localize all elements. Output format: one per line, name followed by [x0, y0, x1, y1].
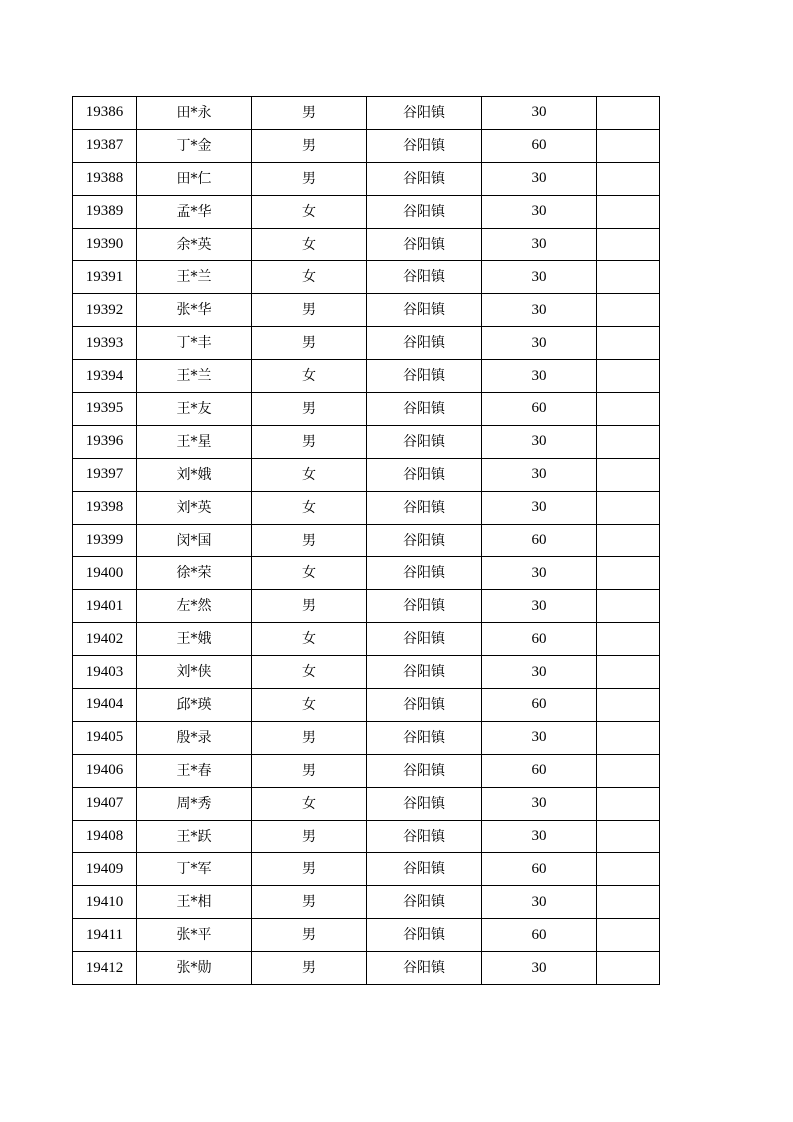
town-cell: 谷阳镇	[367, 360, 482, 393]
name-cell: 张*华	[137, 294, 252, 327]
note-cell	[597, 327, 660, 360]
note-cell	[597, 754, 660, 787]
gender-cell: 女	[252, 491, 367, 524]
table-row	[73, 491, 660, 524]
town-cell: 谷阳镇	[367, 754, 482, 787]
record-id-cell: 19388	[73, 162, 137, 195]
record-id-cell: 19405	[73, 721, 137, 754]
gender-cell: 男	[252, 820, 367, 853]
town-cell: 谷阳镇	[367, 590, 482, 623]
note-cell	[597, 524, 660, 557]
note-cell	[597, 820, 660, 853]
gender-cell: 男	[252, 919, 367, 952]
table-row	[73, 557, 660, 590]
record-id-cell: 19386	[73, 97, 137, 130]
name-cell: 刘*娥	[137, 458, 252, 491]
gender-cell: 女	[252, 656, 367, 689]
gender-cell: 男	[252, 721, 367, 754]
name-cell: 王*兰	[137, 261, 252, 294]
name-cell: 徐*荣	[137, 557, 252, 590]
amount-cell: 30	[482, 228, 597, 261]
amount-cell: 30	[482, 327, 597, 360]
town-cell: 谷阳镇	[367, 557, 482, 590]
amount-cell: 30	[482, 294, 597, 327]
amount-cell: 30	[482, 491, 597, 524]
table-row	[73, 623, 660, 656]
note-cell	[597, 458, 660, 491]
name-cell: 丁*军	[137, 853, 252, 886]
record-id-cell: 19411	[73, 919, 137, 952]
note-cell	[597, 787, 660, 820]
name-cell: 左*然	[137, 590, 252, 623]
note-cell	[597, 360, 660, 393]
amount-cell: 30	[482, 162, 597, 195]
table-row	[73, 689, 660, 722]
gender-cell: 女	[252, 689, 367, 722]
gender-cell: 女	[252, 261, 367, 294]
town-cell: 谷阳镇	[367, 853, 482, 886]
town-cell: 谷阳镇	[367, 524, 482, 557]
record-id-cell: 19407	[73, 787, 137, 820]
note-cell	[597, 689, 660, 722]
gender-cell: 男	[252, 294, 367, 327]
record-id-cell: 19390	[73, 228, 137, 261]
name-cell: 闵*国	[137, 524, 252, 557]
amount-cell: 30	[482, 195, 597, 228]
note-cell	[597, 425, 660, 458]
record-id-cell: 19412	[73, 952, 137, 985]
table-row	[73, 656, 660, 689]
table-row	[73, 97, 660, 130]
gender-cell: 女	[252, 195, 367, 228]
record-id-cell: 19393	[73, 327, 137, 360]
table-row	[73, 820, 660, 853]
records-table	[72, 96, 660, 985]
gender-cell: 男	[252, 886, 367, 919]
amount-cell: 30	[482, 886, 597, 919]
town-cell: 谷阳镇	[367, 919, 482, 952]
record-id-cell: 19399	[73, 524, 137, 557]
name-cell: 王*星	[137, 425, 252, 458]
gender-cell: 男	[252, 162, 367, 195]
amount-cell: 30	[482, 721, 597, 754]
town-cell: 谷阳镇	[367, 129, 482, 162]
record-id-cell: 19387	[73, 129, 137, 162]
note-cell	[597, 656, 660, 689]
note-cell	[597, 557, 660, 590]
table-row	[73, 393, 660, 426]
record-id-cell: 19406	[73, 754, 137, 787]
note-cell	[597, 195, 660, 228]
note-cell	[597, 590, 660, 623]
gender-cell: 男	[252, 590, 367, 623]
town-cell: 谷阳镇	[367, 656, 482, 689]
amount-cell: 30	[482, 787, 597, 820]
amount-cell: 60	[482, 689, 597, 722]
record-id-cell: 19409	[73, 853, 137, 886]
gender-cell: 女	[252, 623, 367, 656]
record-id-cell: 19403	[73, 656, 137, 689]
town-cell: 谷阳镇	[367, 294, 482, 327]
table-row	[73, 919, 660, 952]
town-cell: 谷阳镇	[367, 820, 482, 853]
town-cell: 谷阳镇	[367, 721, 482, 754]
town-cell: 谷阳镇	[367, 886, 482, 919]
town-cell: 谷阳镇	[367, 162, 482, 195]
table-row	[73, 261, 660, 294]
name-cell: 王*跃	[137, 820, 252, 853]
amount-cell: 60	[482, 393, 597, 426]
name-cell: 张*勋	[137, 952, 252, 985]
table-row	[73, 754, 660, 787]
table-row	[73, 129, 660, 162]
note-cell	[597, 129, 660, 162]
note-cell	[597, 162, 660, 195]
note-cell	[597, 261, 660, 294]
name-cell: 邱*瑛	[137, 689, 252, 722]
note-cell	[597, 228, 660, 261]
amount-cell: 60	[482, 853, 597, 886]
table-row	[73, 721, 660, 754]
name-cell: 丁*丰	[137, 327, 252, 360]
name-cell: 殷*录	[137, 721, 252, 754]
amount-cell: 60	[482, 919, 597, 952]
gender-cell: 男	[252, 853, 367, 886]
record-id-cell: 19408	[73, 820, 137, 853]
record-id-cell: 19392	[73, 294, 137, 327]
name-cell: 王*友	[137, 393, 252, 426]
name-cell: 田*永	[137, 97, 252, 130]
name-cell: 刘*侠	[137, 656, 252, 689]
note-cell	[597, 886, 660, 919]
town-cell: 谷阳镇	[367, 228, 482, 261]
town-cell: 谷阳镇	[367, 787, 482, 820]
table-row	[73, 327, 660, 360]
amount-cell: 30	[482, 656, 597, 689]
record-id-cell: 19404	[73, 689, 137, 722]
town-cell: 谷阳镇	[367, 327, 482, 360]
gender-cell: 男	[252, 524, 367, 557]
record-id-cell: 19394	[73, 360, 137, 393]
note-cell	[597, 952, 660, 985]
name-cell: 王*娥	[137, 623, 252, 656]
record-id-cell: 19402	[73, 623, 137, 656]
table-row	[73, 952, 660, 985]
record-id-cell: 19401	[73, 590, 137, 623]
name-cell: 张*平	[137, 919, 252, 952]
record-id-cell: 19391	[73, 261, 137, 294]
table-row	[73, 886, 660, 919]
town-cell: 谷阳镇	[367, 393, 482, 426]
town-cell: 谷阳镇	[367, 689, 482, 722]
gender-cell: 男	[252, 393, 367, 426]
table-row	[73, 195, 660, 228]
amount-cell: 60	[482, 623, 597, 656]
table-row	[73, 458, 660, 491]
town-cell: 谷阳镇	[367, 195, 482, 228]
note-cell	[597, 919, 660, 952]
gender-cell: 女	[252, 228, 367, 261]
town-cell: 谷阳镇	[367, 425, 482, 458]
table-row	[73, 162, 660, 195]
note-cell	[597, 853, 660, 886]
town-cell: 谷阳镇	[367, 491, 482, 524]
gender-cell: 女	[252, 458, 367, 491]
name-cell: 王*春	[137, 754, 252, 787]
note-cell	[597, 294, 660, 327]
town-cell: 谷阳镇	[367, 952, 482, 985]
record-id-cell: 19398	[73, 491, 137, 524]
note-cell	[597, 623, 660, 656]
town-cell: 谷阳镇	[367, 458, 482, 491]
amount-cell: 30	[482, 952, 597, 985]
records-table-body	[73, 97, 660, 985]
gender-cell: 女	[252, 360, 367, 393]
amount-cell: 30	[482, 425, 597, 458]
table-row	[73, 590, 660, 623]
amount-cell: 30	[482, 820, 597, 853]
name-cell: 王*兰	[137, 360, 252, 393]
gender-cell: 女	[252, 557, 367, 590]
record-id-cell: 19397	[73, 458, 137, 491]
gender-cell: 男	[252, 97, 367, 130]
record-id-cell: 19400	[73, 557, 137, 590]
name-cell: 孟*华	[137, 195, 252, 228]
table-row	[73, 524, 660, 557]
gender-cell: 男	[252, 327, 367, 360]
name-cell: 田*仁	[137, 162, 252, 195]
gender-cell: 男	[252, 129, 367, 162]
amount-cell: 60	[482, 754, 597, 787]
record-id-cell: 19389	[73, 195, 137, 228]
gender-cell: 男	[252, 754, 367, 787]
table-row	[73, 853, 660, 886]
note-cell	[597, 491, 660, 524]
gender-cell: 男	[252, 425, 367, 458]
note-cell	[597, 393, 660, 426]
gender-cell: 男	[252, 952, 367, 985]
record-id-cell: 19410	[73, 886, 137, 919]
name-cell: 王*相	[137, 886, 252, 919]
amount-cell: 30	[482, 590, 597, 623]
table-row	[73, 787, 660, 820]
town-cell: 谷阳镇	[367, 97, 482, 130]
name-cell: 余*英	[137, 228, 252, 261]
note-cell	[597, 97, 660, 130]
table-row	[73, 294, 660, 327]
name-cell: 周*秀	[137, 787, 252, 820]
town-cell: 谷阳镇	[367, 261, 482, 294]
record-id-cell: 19396	[73, 425, 137, 458]
town-cell: 谷阳镇	[367, 623, 482, 656]
note-cell	[597, 721, 660, 754]
gender-cell: 女	[252, 787, 367, 820]
table-row	[73, 228, 660, 261]
amount-cell: 30	[482, 261, 597, 294]
amount-cell: 30	[482, 557, 597, 590]
amount-cell: 60	[482, 524, 597, 557]
amount-cell: 60	[482, 129, 597, 162]
table-row	[73, 425, 660, 458]
record-id-cell: 19395	[73, 393, 137, 426]
table-row	[73, 360, 660, 393]
amount-cell: 30	[482, 458, 597, 491]
amount-cell: 30	[482, 97, 597, 130]
name-cell: 丁*金	[137, 129, 252, 162]
name-cell: 刘*英	[137, 491, 252, 524]
amount-cell: 30	[482, 360, 597, 393]
